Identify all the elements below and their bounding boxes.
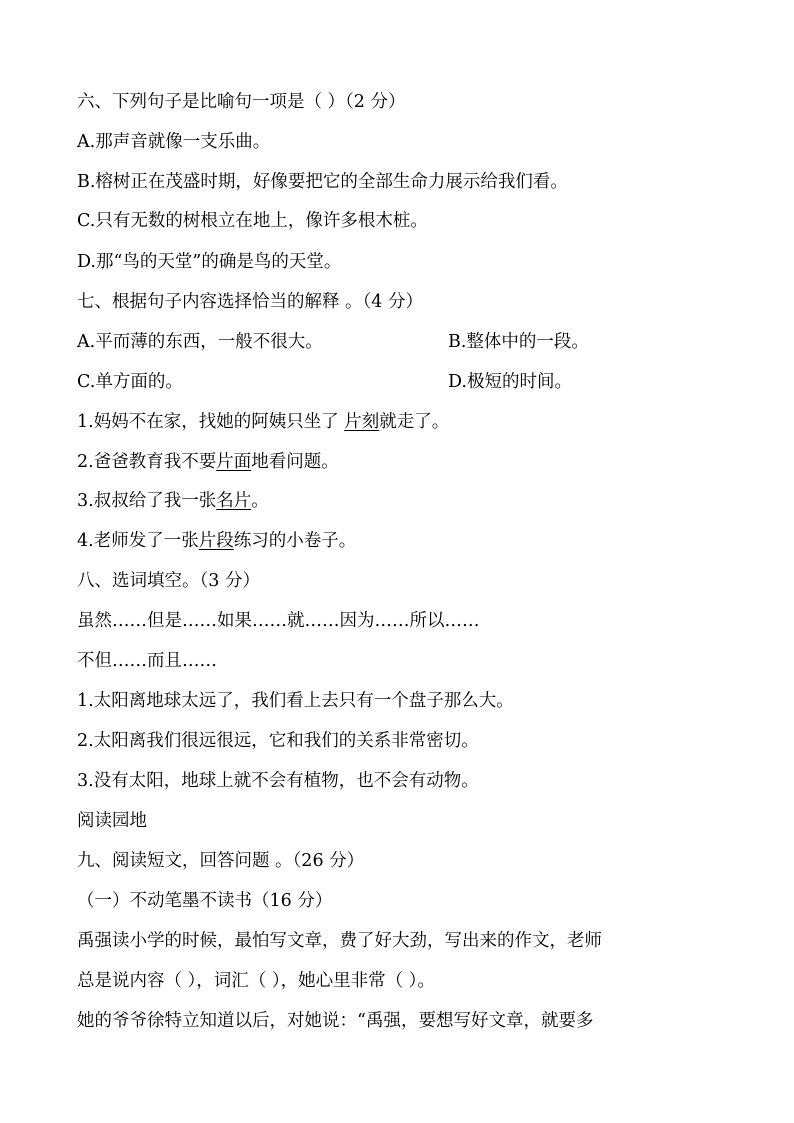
section-7-choice-row-2 — [77, 370, 717, 394]
item-text: 就走了。 — [379, 412, 450, 432]
section-7-choice-c: C.单方面的。 — [77, 372, 183, 392]
section-7-choice-a: A.平而薄的东西，一般不很大。 — [77, 332, 323, 352]
word-bank-line-1: 虽然……但是……如果……就……因为……所以…… — [77, 611, 480, 631]
section-6-option-b: B.榕树正在茂盛时期，好像要把它的全部生命力展示给我们看。 — [77, 172, 568, 192]
section-7-choice-b: B.整体中的一段。 — [448, 332, 589, 352]
underlined-word: 片刻 — [344, 412, 380, 432]
section-8-heading: 八、选词填空。（3 分） — [77, 571, 260, 591]
section-7-choice-row-1 — [77, 330, 717, 354]
word-bank-line-2: 不但……而且…… — [77, 651, 217, 671]
item-text: 2.爸爸教育我不要 — [77, 452, 217, 472]
underlined-word: 名片 — [216, 491, 252, 511]
item-text: 练习的小卷子。 — [233, 531, 357, 551]
passage-line-1: 禹强读小学的时候，最怕写文章，费了好大劲，写出来的作文，老师 — [77, 931, 602, 951]
reading-section-title: 阅读园地 — [77, 811, 147, 831]
section-6-option-c: C.只有无数的树根立在地上，像许多根木桩。 — [77, 211, 428, 231]
item-text: 3.叔叔给了我一张 — [77, 491, 217, 511]
section-6-option-a: A.那声音就像一支乐曲。 — [77, 132, 271, 152]
item-text: 4.老师发了一张 — [77, 531, 199, 551]
passage-line-3: 她的爷爷徐特立知道以后，对她说：“禹强，要想写好文章，就要多 — [77, 1011, 594, 1031]
section-6-heading: 六、下列句子是比喻句一项是（ ）（2 分） — [77, 92, 406, 112]
section-6-option-d: D.那“鸟的天堂”的确是鸟的天堂。 — [77, 252, 342, 272]
item-text: 1.妈妈不在家，找她的阿姨只坐了 — [77, 412, 345, 432]
section-7-item-2 — [77, 450, 339, 474]
section-9-subheading: （一）不动笔墨不读书（16 分） — [77, 891, 333, 911]
passage-line-2: 总是说内容（ ），词汇（ ），她心里非常（ ）。 — [77, 971, 435, 991]
section-7-item-3 — [77, 489, 269, 513]
section-8-item-1: 1.太阳离地球太远了，我们看上去只有一个盘子那么大。 — [77, 691, 514, 711]
section-7-item-1 — [77, 410, 449, 434]
section-9-heading: 九、阅读短文，回答问题 。（26 分） — [77, 851, 365, 871]
section-8-item-2: 2.太阳离我们很远很远，它和我们的关系非常密切。 — [77, 731, 479, 751]
section-8-item-3: 3.没有太阳，地球上就不会有植物，也不会有动物。 — [77, 771, 479, 791]
section-7-choice-d: D.极短的时间。 — [448, 372, 572, 392]
item-text: 地看问题。 — [251, 452, 339, 472]
item-text: 。 — [251, 491, 269, 511]
underlined-word: 片面 — [216, 452, 252, 472]
section-7-heading: 七、根据句子内容选择恰当的解释 。（4 分） — [77, 292, 424, 312]
underlined-word: 片段 — [198, 531, 234, 551]
section-7-item-4 — [77, 529, 356, 553]
